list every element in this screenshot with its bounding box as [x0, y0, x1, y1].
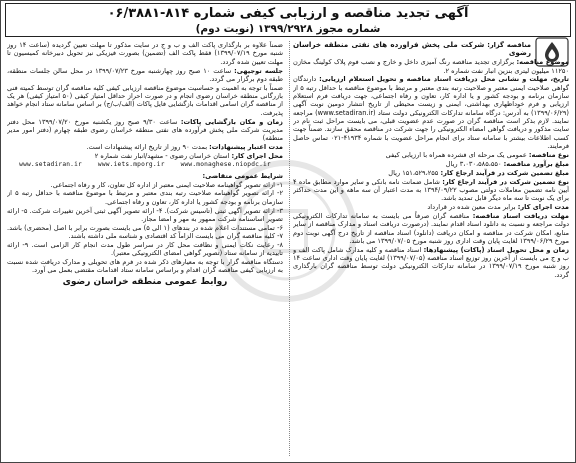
offers-paragraph: [293, 246, 569, 279]
duration-text: برابر مدت معین شده در قرارداد: [427, 203, 516, 212]
session-text: ساعت ۱۰ صبح روز چهارشنبه مورخ ۱۳۹۹/۰۷/۲۳ در محل سالن جلسات منطقه، طبقه دوم برگزار می گردد.: [7, 66, 283, 83]
physical-delivery-paragraph: ضمناً علاوه بر بارگذاری پاکت الف و ب و ج در سایت مذکور تا مهلت تعیین گردیده (ساعت ۱۴ روز شنبه مورخ ۱۳۹۹/۰۷/۱۹) فقط پاکت الف (تضمین) بصورت فیزیکی نیز تحویل دبیرخانه کمیسیون تا مهلت تعیین شده گردد.: [7, 41, 283, 66]
conditions-list: [7, 181, 283, 275]
notice-subtitle: شماره مجوز ۱۳۹۹/۲۹۲۸ (نوبت دوم): [195, 23, 381, 35]
left-column: [7, 41, 283, 458]
place-label: محل اجرای کار:: [231, 151, 283, 160]
conditions-heading: شرایط عمومی متقاضی:: [202, 171, 283, 180]
condition-item: دستگاه مناقصه گزار با توجه به معیارهای ذکر شده در فرم های تحویلی و مدارک دریافت شده نسبت به ارزیابی کیفی مناقصه گران اقدام و براساس سامانه ستاد اقدامات مقتضی بعمل می آورد.: [7, 258, 283, 275]
evaluation-paragraph: ضمناً با توجه به اهمیت و حساسیت موضوع مناقصه ارزیابی کیفی کلیه مناقصه گران توسط کمیته فنی بازرگانی منطقه خراسان رضوی انجام و در صورت احراز حداقل امتیاز کیفی (۵۰ امتیاز کیفی) هر یک از مناقصه گران اسامی اقدامات بازگشایی فایل پاکات (الف/ب/ج) بر اساس سامانه ستاد انجام خواهد پذیرفت.: [7, 83, 283, 117]
opening-paragraph: [7, 118, 283, 143]
offers-text: اسناد مناقصه و کلیه مدارک شامل پاکت الف و ب و ج می بایست از آخرین روز توزیع اسناد مناقصه (۱۳۹۹/۰۷/۰۵) لغایت پایان وقت اداری ساعت ۱۴ روز شنبه مورخ ۱۳۹۹/۰۷/۱۹ در سامانه تدارکات الکترونیکی دولت توسط مناقصه گران بارگذاری گردد.: [293, 245, 569, 279]
website-link[interactable]: www.monaghese.niopdc.ir: [180, 161, 271, 169]
type-text: عمومی یک مرحله ای فشرده همراه با ارزیابی کیفی: [385, 150, 527, 159]
validity-text: بمدت ۹۰ روز از تاریخ ارائه پیشنهادات است.: [86, 143, 208, 152]
session-paragraph: [7, 67, 283, 84]
organizer-label: مناقصه گزار:: [487, 41, 531, 49]
website-link[interactable]: www.iets.mporg.ir: [97, 161, 165, 169]
website-link[interactable]: www.setadiran.ir: [19, 161, 82, 169]
receive-label: مهلت دریافت اسناد مناقصه:: [472, 211, 569, 220]
organizer-name: شرکت ملی پخش فرآورده های نفتی منطقه خراسان رضوی: [293, 41, 531, 58]
guarantee-amount-text: ۱۵۱،۵۲۹،۲۵۵ ریال: [388, 168, 439, 177]
budget-label: مبلغ برآورد مناقصه:: [503, 159, 569, 168]
condition-item: ۸- رعایت نکات ایمنی و نظافت محل کار در سراسر طول مدت انجام کار الزامی است. ۹- ارائه تاییدیه از سامانه ستاد (تصویر گواهی امضای الکترونیکی معتبر).: [7, 240, 283, 258]
notice-title: آگهی تجدید مناقصه و ارزیابی کیفی شماره ۸۱۴-۰۶/۳۸۸۱: [107, 6, 469, 21]
guarantee-amount-label: مبلغ تضمین شرکت در فرآیند ارجاع کار:: [440, 168, 569, 177]
offers-label: زمان و محل تحویل اسناد (پاکات) پیشنهادها:: [423, 245, 569, 254]
guarantee-type-label: نوع تضمین شرکت در فرآیند ارجاع کار:: [442, 177, 569, 186]
subject-label: موضوع مناقصه:: [516, 58, 569, 67]
place-paragraph: [7, 152, 283, 160]
deadline-text: دارندگان گواهی صلاحیت ایمنی معتبر و صلاحیت رتبه بندی معتبر و مرتبط با موضوع مناقصه با حداقل رتبه ۵ از سازمان برنامه و بودجه کشور و یا اداره کار، تعاون و رفاه اجتماعی، جهت دریافت فرم استعلام ارزیابی و فرم خوداظهاری بهداشتی، ایمنی و زیست محیطی از تاریخ انتشار دومین نوبت آگهی (۱۳۹۹/۰۶/۲۹) به آدرس: درگاه سامانه تدارکات الکترونیکی دولت ستاد (www.setadiran.ir) مراجعه نمایند. لازم بذکر است مناقصه گران در صورت عدم عضویت قبلی، می بایست مراحل ثبت نام در سایت مذکور و دریافت گواهی امضاء الکترونیکی را جهت شرکت در مناقصه محقق سازند. ضمناً جهت کسب اطلاعات بیشتر با سامانه ستاد برای انجام مراحل عضویت با شماره ۴۱۹۳۴-۰۲۱ تماس حاصل فرمایند.: [293, 75, 569, 151]
type-label: نوع مناقصه:: [528, 150, 569, 159]
column-divider: [289, 41, 290, 456]
deadline-paragraph: [293, 75, 569, 150]
opening-text: ساعت ۹/۳۰ صبح روز یکشنبه مورخ ۱۳۹۹/۰۷/۲۰ محل دفتر مدیریت شرکت ملی پخش فرآورده های نفتی منطقه خراسان رضوی طبقه چهارم (دفتر امور مدیر منطقه): [7, 117, 283, 143]
budget-text: ۳،۰۳۰،۵۸۵،۵۵۰ ریال: [445, 159, 502, 168]
condition-item: ۶- تمامی مستندات اعلام شده در بندهای (۱ الی ۵) می بایست بصورت برابر با اصل (محضری) باشد. ۷- کلیه مناقصه گران می بایست الزاماً کد اقتصادی و شناسه ملی داشته باشند.: [7, 223, 283, 241]
session-label: جلسه توجیهی:: [234, 66, 283, 75]
receive-paragraph: [293, 212, 569, 245]
duration-paragraph: [293, 203, 569, 211]
guarantee-type-text: شامل ضمانت نامه بانکی و سایر موارد مطابق ماده ۴ آیین نامه تضمین معاملات دولتی مصوب ۱۳۹۴/۰۹/۲۲ به مدت اعتبار آن سه ماهه و این مدت حداکثر برای یک نوبت تا سه ماه دیگر قابل تمدید باشد.: [293, 177, 569, 203]
validity-paragraph: [7, 143, 283, 151]
subject-text: برگزاری تجدید مناقصه رنگ آمیزی داخل و خارج و نصب فوم پلاک کولینگ مخازن ۱۱۲۵۰ میلیون لیتری بنزین انبار نفت شماره ۲.: [293, 58, 569, 75]
guarantee-amount-paragraph: [293, 169, 569, 177]
notice-header: [5, 3, 571, 37]
type-paragraph: [293, 151, 569, 159]
condition-item: ۲- ارائه تصویر گواهینامه صلاحیت رتبه بندی معتبر و مرتبط با موضوع مناقصه با حداقل رتبه ۵ از سازمان برنامه و بودجه کشور یا اداره کار، تعاون و رفاه اجتماعی.: [7, 189, 283, 206]
signature: روابط عمومی منطقه خراسان رضوی: [62, 276, 228, 287]
organizer-paragraph: [293, 41, 569, 58]
budget-paragraph: [293, 160, 569, 168]
subject-paragraph: [293, 58, 569, 75]
deadline-label: تاریخ، مهلت و نشانی محل دریافت اسناد مناقصه و تحویل استعلام ارزیابی:: [319, 75, 569, 84]
opening-label: زمان و مکان بازگشایی پاکات:: [180, 117, 283, 126]
receive-text: مناقصه گران صرفاً می بایست به سامانه تدارکات الکترونیکی دولت مراجعه و نسبت به دانلود اسناد اقدام نمایند. (درصورت دریافت اسناد و مدارک مناقصه از سایر منابع، امکان شرکت در مناقصه و امکان دریافت (دانلود) اسناد مناقصه از تاریخ درج آگهی نوبت دوم مورخ ۱۳۹۹/۰۶/۲۹ لغایت پایان وقت اداری روز شنبه مورخ ۱۳۹۹/۰۷/۰۵ می باشد.: [293, 211, 569, 245]
duration-label: مدت اجرای کار:: [517, 203, 569, 212]
right-column: [293, 41, 569, 458]
guarantee-type-paragraph: [293, 178, 569, 203]
condition-item: ۳- ارائه تصویر آگهی ثبتی (تاسیس شرکت). ۴- ارائه تصویر آگهی ثبتی آخرین تغییرات شرکت. ۵- ارائه تصویر اساسنامه شرکت ممهور به مهر و امضا مجاز.: [7, 206, 283, 223]
validity-label: مدت اعتبار پیشنهادات:: [209, 143, 283, 152]
website-links: [7, 161, 283, 169]
condition-item: ۱- ارائه تصویر گواهینامه صلاحیت ایمنی معتبر از اداره کل تعاون، کار و رفاه اجتماعی.: [50, 180, 283, 189]
place-text: استان خراسان رضوی - مشهد/انبار نفت شماره ۲: [94, 151, 230, 160]
